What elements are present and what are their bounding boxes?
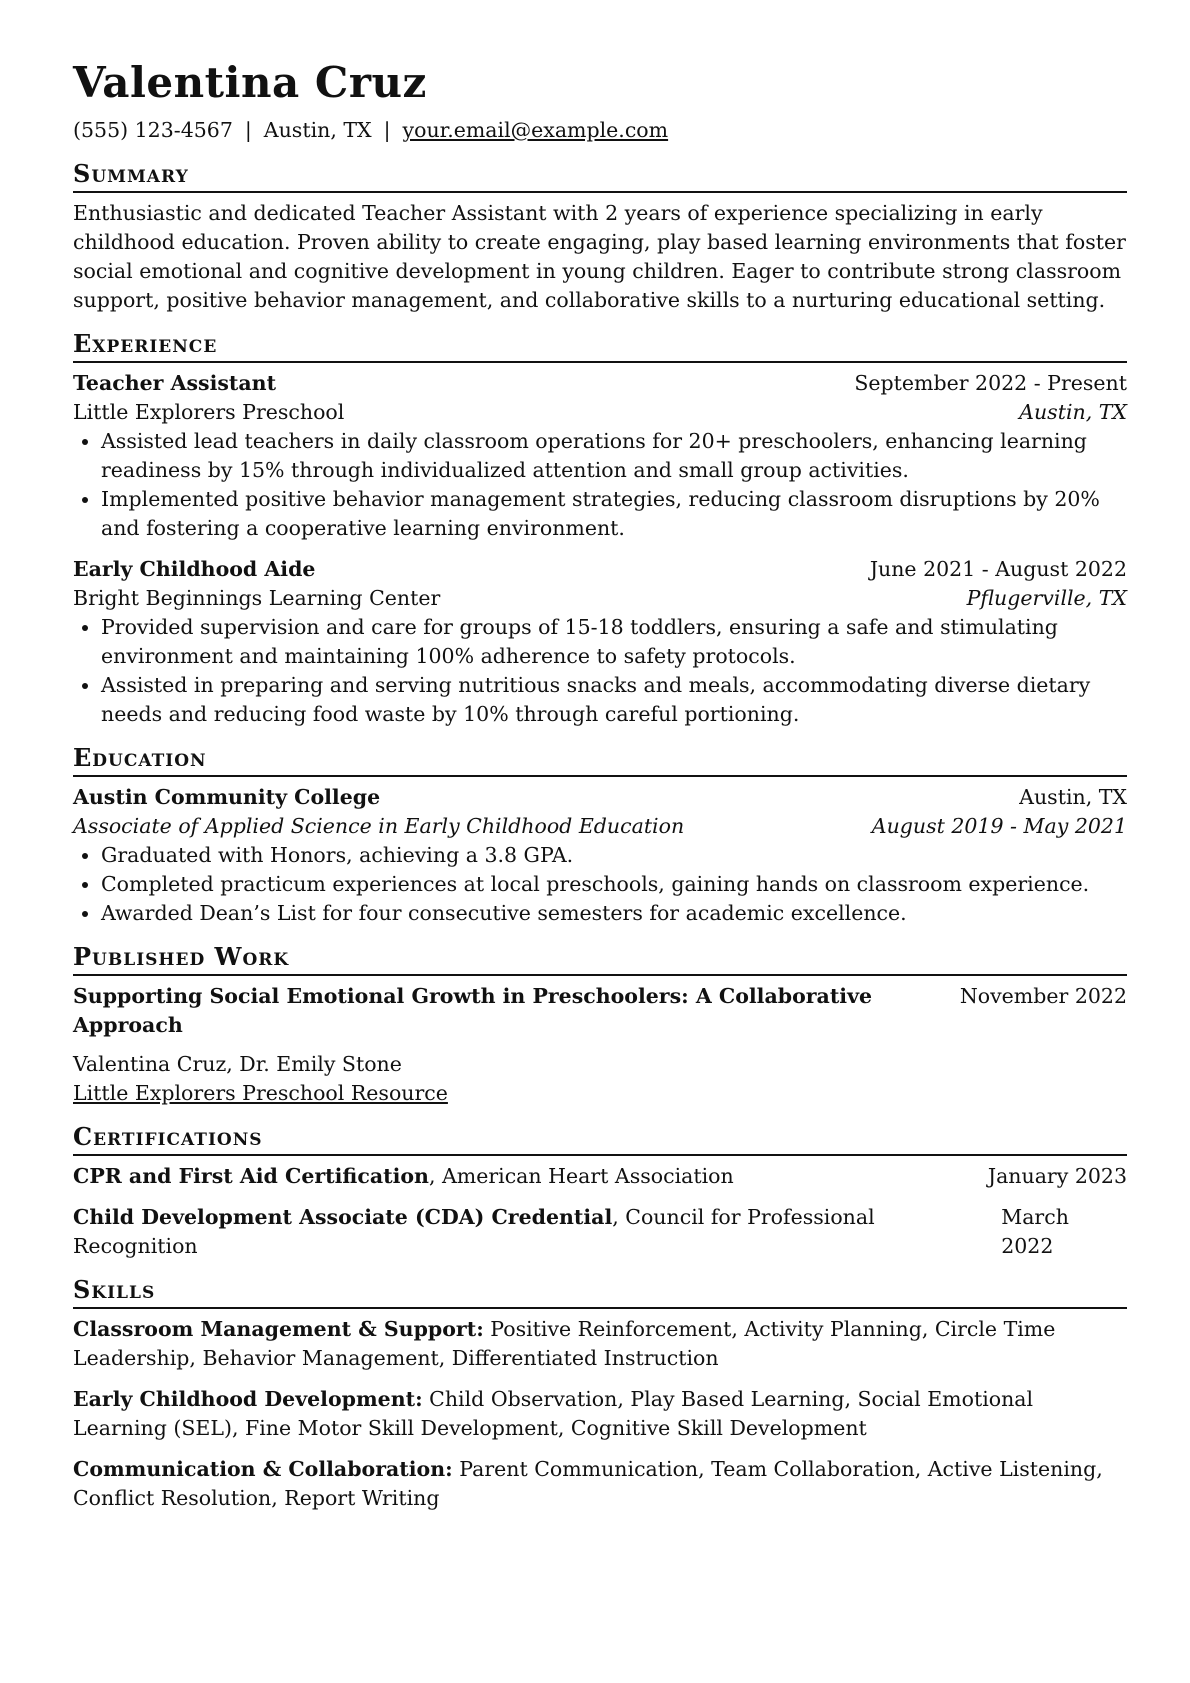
experience-section bbox=[73, 329, 1127, 729]
certification-issuer: , Council for Professional Recognition bbox=[73, 1205, 875, 1258]
skill-group-items: Parent Communication, Team Collaboration, Active Listening, Conflict Resolution, Report Writing bbox=[73, 1457, 1103, 1510]
certification-item bbox=[73, 1162, 1127, 1191]
published-section bbox=[73, 942, 1127, 1108]
contact-separator: | bbox=[383, 118, 391, 142]
publication-link[interactable]: Little Explorers Preschool Resource bbox=[73, 1081, 448, 1105]
job-bullet: • Assisted in preparing and serving nutritious snacks and meals, accommodating diverse dietary needs and reducing food waste by 10% through careful portioning. bbox=[101, 671, 1127, 729]
job-bullets bbox=[73, 427, 1127, 543]
job-company: Little Explorers Preschool bbox=[73, 400, 345, 424]
job-company: Bright Beginnings Learning Center bbox=[73, 586, 441, 610]
section-title-summary: Summary bbox=[73, 159, 1127, 193]
education-bullets bbox=[73, 841, 1127, 928]
certification-date: January 2023 bbox=[987, 1164, 1127, 1188]
publication-title: Supporting Social Emotional Growth in Preschoolers: A Collaborative Approach bbox=[73, 984, 873, 1037]
skill-group bbox=[73, 1385, 1127, 1443]
education-bullet: • Graduated with Honors, achieving a 3.8 GPA. bbox=[101, 841, 1127, 870]
job-bullets bbox=[73, 613, 1127, 729]
certification-item bbox=[73, 1203, 1127, 1261]
resume-page bbox=[73, 58, 1127, 1527]
certification-name: Child Development Associate (CDA) Credential bbox=[73, 1205, 613, 1229]
publication-date: November 2022 bbox=[959, 984, 1127, 1008]
certification-date: March 2022 bbox=[1001, 1205, 1069, 1258]
skill-group-items: Positive Reinforcement, Activity Planning, Circle Time Leadership, Behavior Management, Differentiated Instruction bbox=[73, 1317, 1056, 1370]
skill-group bbox=[73, 1315, 1127, 1373]
skill-group-label: Classroom Management & Support: bbox=[73, 1317, 484, 1341]
skill-group-label: Communication & Collaboration: bbox=[73, 1457, 453, 1481]
candidate-name: Valentina Cruz bbox=[73, 58, 427, 107]
job-bullet: • Provided supervision and care for groups of 15-18 toddlers, ensuring a safe and stimulating environment and maintaining 100% adherence to safety protocols. bbox=[101, 613, 1127, 671]
skills-section bbox=[73, 1275, 1127, 1513]
contact-separator: | bbox=[244, 118, 252, 142]
contact-line bbox=[73, 116, 1127, 145]
job-dates: June 2021 - August 2022 bbox=[869, 557, 1127, 581]
job-location: Austin, TX bbox=[1019, 400, 1127, 424]
skill-group-items: Child Observation, Play Based Learning, Social Emotional Learning (SEL), Fine Motor Skill Development, Cognitive Skill Development bbox=[73, 1387, 1034, 1440]
job-role: Teacher Assistant bbox=[73, 371, 277, 395]
education-section bbox=[73, 743, 1127, 928]
publication-authors: Valentina Cruz, Dr. Emily Stone bbox=[73, 1052, 402, 1076]
education-dates: August 2019 - May 2021 bbox=[871, 814, 1127, 838]
job-entry bbox=[73, 555, 1127, 729]
location: Austin, TX bbox=[263, 118, 372, 142]
job-bullet: • Implemented positive behavior management strategies, reducing classroom disruptions by 20% and fostering a cooperative learning environment. bbox=[101, 485, 1127, 543]
school-location: Austin, TX bbox=[1019, 785, 1127, 809]
certification-name: CPR and First Aid Certification bbox=[73, 1164, 429, 1188]
education-bullet: • Completed practicum experiences at local preschools, gaining hands on classroom experience. bbox=[101, 870, 1127, 899]
school-name: Austin Community College bbox=[73, 785, 381, 809]
job-dates: September 2022 - Present bbox=[854, 371, 1127, 395]
education-bullet: • Awarded Dean’s List for four consecutive semesters for academic excellence. bbox=[101, 899, 1127, 928]
job-role: Early Childhood Aide bbox=[73, 557, 316, 581]
phone: (555) 123-4567 bbox=[73, 118, 233, 142]
summary-text: Enthusiastic and dedicated Teacher Assistant with 2 years of experience specializing in early childhood education. Proven ability to create engaging, play based learning environments that foster social emotional and cognitive development in young children. Eager to contribute strong classroom support, positive behavior management, and collaborative skills to a nurturing educational setting. bbox=[73, 201, 1126, 312]
section-title-skills: Skills bbox=[73, 1275, 1127, 1309]
section-title-published: Published Work bbox=[73, 942, 1127, 976]
certification-issuer: , American Heart Association bbox=[428, 1164, 734, 1188]
email-link[interactable]: your.email@example.com bbox=[402, 118, 669, 142]
skill-group-label: Early Childhood Development: bbox=[73, 1387, 423, 1411]
job-bullet: • Assisted lead teachers in daily classroom operations for 20+ preschoolers, enhancing learning readiness by 15% through individualized attention and small group activities. bbox=[101, 427, 1127, 485]
skill-group bbox=[73, 1455, 1127, 1513]
summary-section bbox=[73, 159, 1127, 315]
section-title-education: Education bbox=[73, 743, 1127, 777]
section-title-certifications: Certifications bbox=[73, 1122, 1127, 1156]
section-title-experience: Experience bbox=[73, 329, 1127, 363]
job-entry bbox=[73, 369, 1127, 543]
certifications-section bbox=[73, 1122, 1127, 1261]
degree: Associate of Applied Science in Early Childhood Education bbox=[73, 814, 685, 838]
job-location: Pflugerville, TX bbox=[966, 586, 1127, 610]
